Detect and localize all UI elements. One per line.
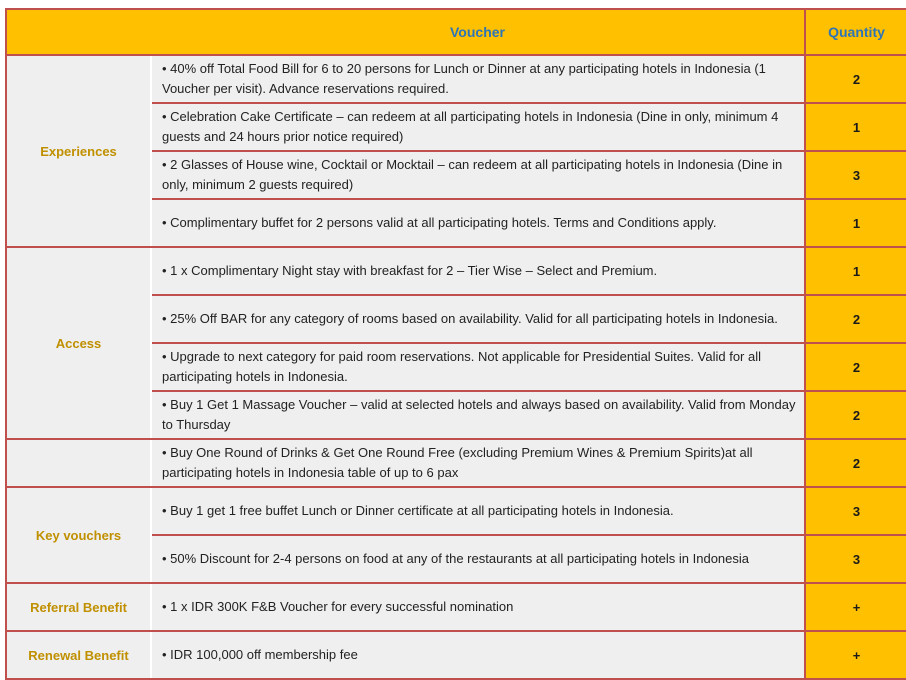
voucher-description: • Complimentary buffet for 2 persons valid at all participating hotels. Terms and Conditions apply.: [151, 199, 805, 247]
table-row: [6, 487, 906, 535]
voucher-description: • IDR 100,000 off membership fee: [151, 631, 805, 679]
table-row: [6, 247, 906, 295]
header-voucher: Voucher: [151, 9, 805, 55]
voucher-quantity: 2: [805, 343, 906, 391]
voucher-quantity: +: [805, 583, 906, 631]
voucher-description: • 25% Off BAR for any category of rooms based on availability. Valid for all participating hotels in Indonesia.: [151, 295, 805, 343]
category-cell: Renewal Benefit: [6, 631, 151, 679]
category-cell: Access: [6, 247, 151, 439]
voucher-description: • 2 Glasses of House wine, Cocktail or Mocktail – can redeem at all participating hotels in Indonesia (Dine in only, minimum 2 guests required): [151, 151, 805, 199]
voucher-description: • Celebration Cake Certificate – can redeem at all participating hotels in Indonesia (Dine in only, minimum 4 guests and 24 hours prior notice required): [151, 103, 805, 151]
voucher-description: • Buy One Round of Drinks & Get One Round Free (excluding Premium Wines & Premium Spirits)at all participating hotels in Indonesia table of up to 6 pax: [151, 439, 805, 487]
table-row: [6, 631, 906, 679]
voucher-table: [5, 8, 906, 680]
category-cell: [6, 439, 151, 487]
voucher-description: • Buy 1 get 1 free buffet Lunch or Dinner certificate at all participating hotels in Indonesia.: [151, 487, 805, 535]
voucher-description: • 40% off Total Food Bill for 6 to 20 persons for Lunch or Dinner at any participating hotels in Indonesia (1 Voucher per visit). Advance reservations required.: [151, 55, 805, 103]
voucher-quantity: 1: [805, 103, 906, 151]
voucher-quantity: 1: [805, 199, 906, 247]
table-row: [6, 55, 906, 103]
voucher-quantity: 3: [805, 151, 906, 199]
voucher-description: • 1 x Complimentary Night stay with breakfast for 2 – Tier Wise – Select and Premium.: [151, 247, 805, 295]
header-row: [6, 9, 906, 55]
voucher-quantity: 3: [805, 487, 906, 535]
voucher-quantity: 2: [805, 391, 906, 439]
voucher-quantity: 3: [805, 535, 906, 583]
header-quantity: Quantity: [805, 9, 906, 55]
category-cell: Referral Benefit: [6, 583, 151, 631]
category-cell: Key vouchers: [6, 487, 151, 583]
voucher-table-body: [6, 55, 906, 679]
voucher-description: • 50% Discount for 2-4 persons on food at any of the restaurants at all participating hotels in Indonesia: [151, 535, 805, 583]
voucher-quantity: 2: [805, 55, 906, 103]
voucher-description: • Buy 1 Get 1 Massage Voucher – valid at selected hotels and always based on availability. Valid from Monday to Thursday: [151, 391, 805, 439]
voucher-quantity: 2: [805, 295, 906, 343]
table-row: [6, 439, 906, 487]
voucher-description: • 1 x IDR 300K F&B Voucher for every successful nomination: [151, 583, 805, 631]
category-cell: Experiences: [6, 55, 151, 247]
voucher-description: • Upgrade to next category for paid room reservations. Not applicable for Presidential Suites. Valid for all participating hotels in Indonesia.: [151, 343, 805, 391]
voucher-quantity: +: [805, 631, 906, 679]
header-blank-cell: [6, 9, 151, 55]
voucher-quantity: 2: [805, 439, 906, 487]
voucher-quantity: 1: [805, 247, 906, 295]
table-row: [6, 583, 906, 631]
